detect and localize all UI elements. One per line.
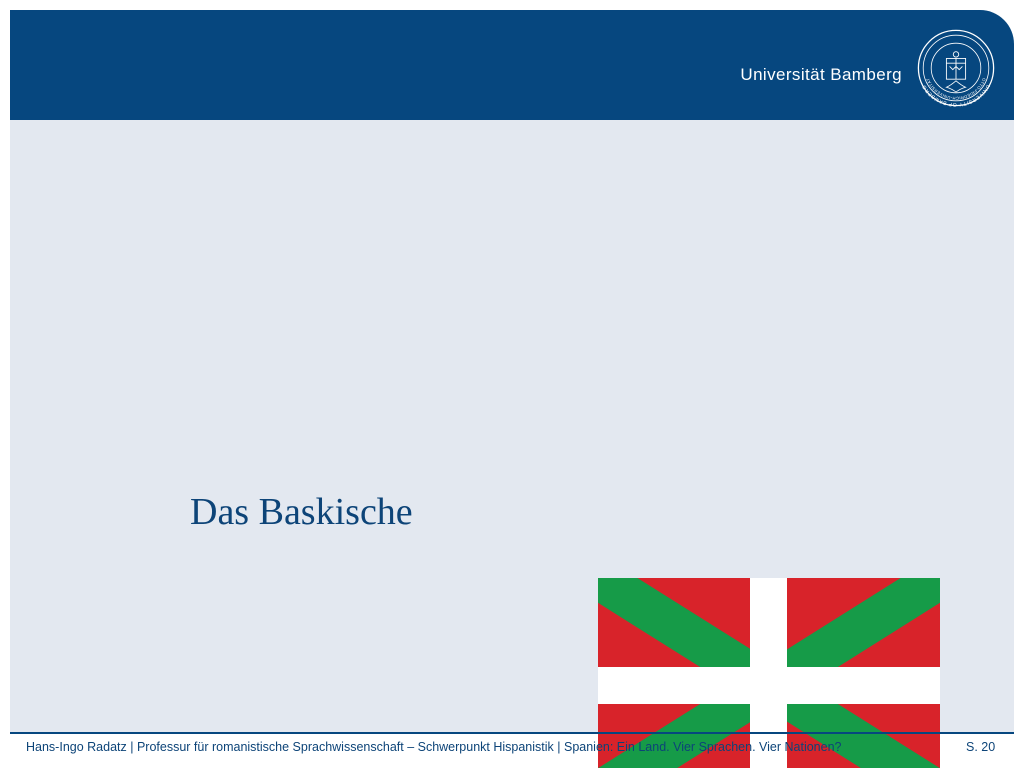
- svg-text:OTTO-FRIEDRICH-UNIVERSITÄT: OTTO-FRIEDRICH-UNIVERSITÄT: [925, 77, 987, 101]
- footer-page-number: S. 20: [966, 740, 996, 754]
- footer-divider: [10, 732, 1014, 734]
- slide-header: [10, 10, 1014, 120]
- university-seal-icon: [916, 28, 996, 108]
- svg-text:UNIVERSITY OF BAMBERG: UNIVERSITY OF BAMBERG: [921, 83, 991, 108]
- institution-name: Universität Bamberg: [740, 65, 902, 84]
- footer-credit: Hans-Ingo Radatz | Professur für romanistische Sprachwissenschaft – Schwerpunkt Hispanistik | Spanien: Ein Land. Vier Sprachen. Vier Nationen?: [26, 740, 842, 754]
- slide-body: [10, 120, 1014, 732]
- page-title: Das Baskische: [190, 491, 413, 533]
